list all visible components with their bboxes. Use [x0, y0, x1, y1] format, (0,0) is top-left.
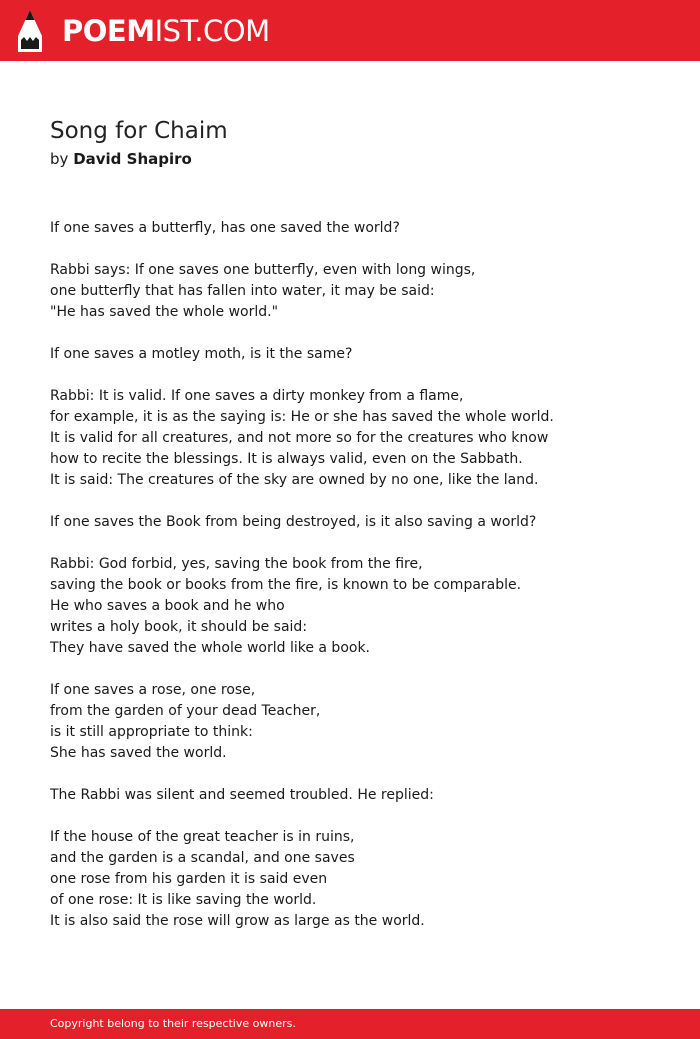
poem-line: for example, it is as the saying is: He or she has saved the whole world.	[50, 409, 554, 425]
poem-line: If the house of the great teacher is in ruins,	[50, 829, 355, 845]
logo-light-text: IST.COM	[154, 14, 270, 48]
site-logo[interactable]	[62, 13, 270, 49]
poem-line: If one saves the Book from being destroyed, is it also saving a world?	[50, 514, 537, 530]
poem-line: and the garden is a scandal, and one saves	[50, 850, 355, 866]
poem-line: It is said: The creatures of the sky are owned by no one, like the land.	[50, 472, 539, 488]
poem-stanza	[50, 344, 670, 365]
poem-line: He who saves a book and he who	[50, 598, 285, 614]
poem-line: one rose from his garden it is said even	[50, 871, 328, 887]
poem-line: is it still appropriate to think:	[50, 724, 253, 740]
logo-bold-text: POEM	[62, 14, 155, 48]
poem-line: If one saves a rose, one rose,	[50, 682, 256, 698]
poem-line: It is also said the rose will grow as large as the world.	[50, 913, 425, 929]
poem-stanza	[50, 680, 670, 764]
poem-line: one butterfly that has fallen into water, it may be said:	[50, 283, 435, 299]
by-label: by	[50, 150, 69, 168]
poem-body	[50, 218, 670, 953]
pencil-tip-icon	[18, 10, 42, 52]
poem-title: Song for Chaim	[50, 118, 228, 144]
poem-stanza	[50, 260, 670, 323]
site-footer	[0, 1009, 700, 1039]
poem-line: Rabbi: It is valid. If one saves a dirty monkey from a flame,	[50, 388, 464, 404]
poem-stanza	[50, 218, 670, 239]
poem-stanza	[50, 785, 670, 806]
byline	[50, 149, 192, 169]
copyright-notice: Copyright belong to their respective owners.	[50, 1017, 296, 1030]
poem-line: If one saves a motley moth, is it the same?	[50, 346, 353, 362]
poem-line: It is valid for all creatures, and not more so for the creatures who know	[50, 430, 549, 446]
poem-line: Rabbi: God forbid, yes, saving the book from the fire,	[50, 556, 423, 572]
poem-line: The Rabbi was silent and seemed troubled. He replied:	[50, 787, 434, 803]
site-header	[0, 0, 700, 61]
poem-line: If one saves a butterfly, has one saved the world?	[50, 220, 400, 236]
poem-line: She has saved the world.	[50, 745, 227, 761]
poem-stanza	[50, 386, 670, 491]
poem-line: Rabbi says: If one saves one butterfly, even with long wings,	[50, 262, 476, 278]
poem-stanza	[50, 554, 670, 659]
poem-author: David Shapiro	[73, 150, 192, 168]
poem-line: from the garden of your dead Teacher,	[50, 703, 321, 719]
poem-line: how to recite the blessings. It is always valid, even on the Sabbath.	[50, 451, 523, 467]
poem-line: "He has saved the whole world."	[50, 304, 279, 320]
poem-line: of one rose: It is like saving the world.	[50, 892, 317, 908]
poem-stanza	[50, 827, 670, 932]
poem-line: writes a holy book, it should be said:	[50, 619, 308, 635]
poem-line: They have saved the whole world like a book.	[50, 640, 371, 656]
poem-line: saving the book or books from the fire, is known to be comparable.	[50, 577, 522, 593]
poem-stanza	[50, 512, 670, 533]
